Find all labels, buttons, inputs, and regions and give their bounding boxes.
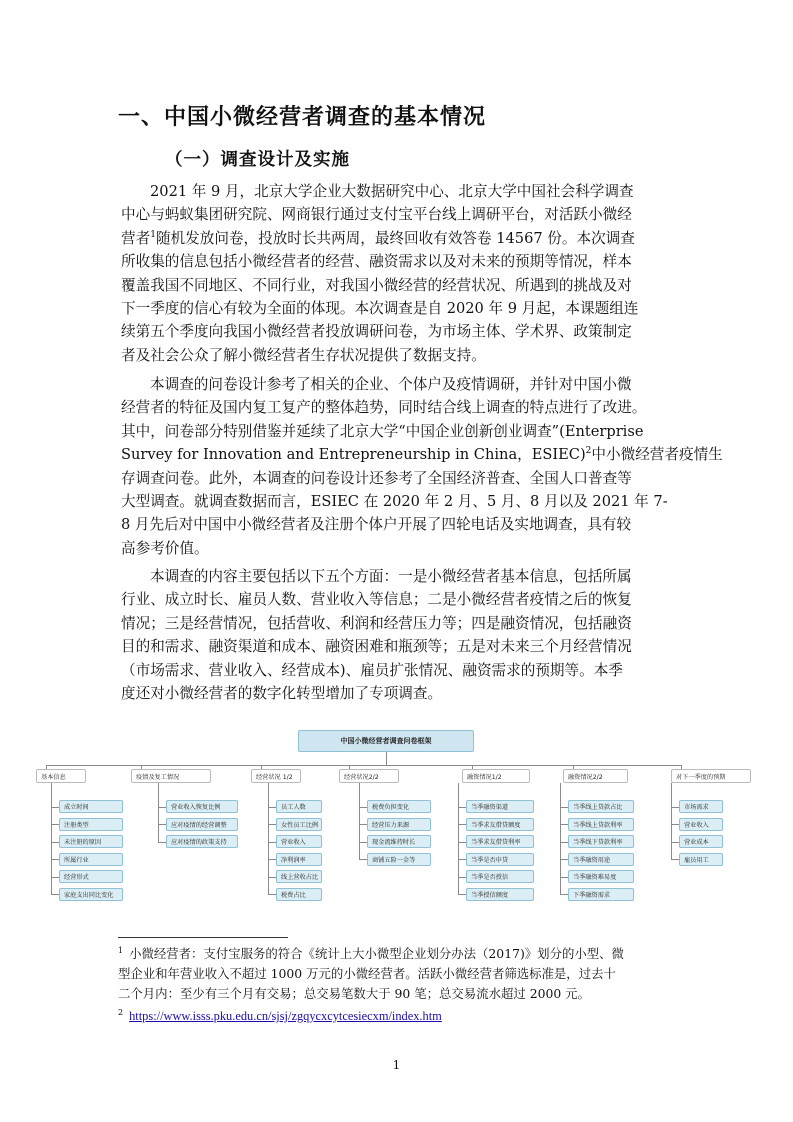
connector-line	[158, 807, 166, 808]
connector-line	[158, 824, 166, 825]
connector-line	[458, 859, 466, 860]
connector-line	[560, 859, 568, 860]
text-line: 情况；三是经营情况，包括营收、利润和经营压力等；四是融资情况，包括融资	[121, 614, 632, 632]
diagram-item-node: 当季线下贷款利率	[568, 835, 634, 848]
diagram-item-node: 税费负担变化	[367, 800, 431, 813]
diagram-item-node: 女性员工比例	[276, 818, 322, 831]
footnote-ref-2[interactable]: 2	[585, 446, 592, 457]
footnote-ref-1[interactable]: 1	[150, 229, 156, 240]
connector-line	[671, 807, 679, 808]
text-line: 者及社会公众了解小微经营者生存状况提供了数据支持。	[121, 346, 486, 364]
diagram-item-node: 当季线上贷款占比	[568, 800, 634, 813]
text-span: 小微经营者：支付宝服务的符合《统计上大小微型企业划分办法（2017)》划分的小型、微	[129, 946, 624, 961]
text-line: 续第五个季度向我国小微经营者投放调研问卷，为市场主体、学术界、政策制定	[121, 323, 632, 341]
text-line: 本调查的问卷设计参考了相关的企业、个体户及疫情调研，并针对中国小微	[150, 376, 632, 393]
diagram-item-node: 经营形式	[59, 870, 123, 883]
connector-line	[51, 842, 59, 843]
text-line: 度还对小微经营者的数字化转型增加了专项调查。	[121, 685, 443, 703]
connector-line	[51, 824, 59, 825]
text-line	[118, 1006, 678, 1026]
connector-line	[458, 807, 466, 808]
text-line: 8 月先后对中国中小微经营者及注册个体户开展了四轮电话及实地调查，具有较	[121, 516, 632, 534]
text-line: 覆盖我国不同地区、不同行业，对我国小微经营的经营状况、所遇到的挑战及对	[121, 276, 632, 294]
questionnaire-framework-diagram	[36, 725, 756, 899]
connector-line	[560, 807, 568, 808]
connector-line	[51, 894, 59, 895]
connector-line	[671, 859, 679, 860]
paragraph-questionnaire-design	[121, 373, 723, 560]
connector-line	[671, 824, 679, 825]
page-number: 1	[392, 1058, 401, 1072]
connector-line	[359, 842, 367, 843]
connector-line	[51, 807, 59, 808]
text-span: 随机发放问卷，投放时长共两周，最终回收有效答卷 14567 份。本次调查	[155, 229, 635, 247]
connector-line	[51, 859, 59, 860]
connector-line	[158, 783, 159, 842]
diagram-item-node: 当季授信额度	[466, 888, 534, 901]
connector-line	[560, 894, 568, 895]
connector-line	[268, 894, 276, 895]
diagram-root-node: 中国小微经营者调查问卷框架	[298, 730, 474, 752]
diagram-item-node: 雇员用工	[679, 853, 723, 866]
connector-line	[359, 807, 367, 808]
diagram-category-node: 经营状况2/2	[339, 769, 399, 783]
diagram-item-node: 注册类型	[59, 818, 123, 831]
connector-line	[268, 842, 276, 843]
connector-line	[359, 783, 360, 859]
connector-line	[458, 842, 466, 843]
diagram-item-node: 员工人数	[276, 800, 322, 813]
text-line	[121, 227, 674, 250]
diagram-item-node: 当季求友借贷额度	[466, 818, 534, 831]
diagram-item-node: 营业收入	[679, 818, 723, 831]
text-line: 行业、成立时长、雇员人数、营业收入等信息；二是小微经营者疫情之后的恢复	[121, 591, 632, 609]
footnote-2	[118, 1006, 678, 1026]
diagram-item-node: 营业成本	[679, 835, 723, 848]
diagram-item-node: 线上营收占比	[276, 870, 322, 883]
text-line: 所收集的信息包括小微经营者的经营、融资需求以及对未来的预期等情况，样本	[121, 253, 632, 271]
diagram-item-node: 经营压力来源	[367, 818, 431, 831]
diagram-item-node: 当季融资渠道	[466, 800, 534, 813]
diagram-item-node: 成立时间	[59, 800, 123, 813]
text-span: 营者	[121, 229, 151, 247]
diagram-item-node: 未注册的原因	[59, 835, 123, 848]
diagram-category-node: 融资情况2/2	[563, 769, 628, 783]
connector-line	[458, 877, 466, 878]
diagram-item-node: 应对疫情的政策支持	[166, 835, 238, 848]
text-line: 下一季度的信心有较为全面的体现。本次调查是自 2020 年 9 月起，本课题组连	[121, 300, 639, 318]
diagram-item-node: 当季融资用途	[568, 853, 634, 866]
connector-line	[671, 783, 672, 859]
text-line: 2021 年 9 月，北京大学企业大数据研究中心、北京大学中国社会科学调查	[150, 183, 634, 200]
footnote-divider	[118, 937, 288, 938]
text-line: 经营者的特征及国内复工复产的整体趋势，同时结合线上调查的特点进行了改进。	[121, 399, 647, 417]
text-span: Survey for Innovation and Entrepreneurship in China，ESIEC)	[121, 446, 586, 464]
connector-line	[560, 842, 568, 843]
paragraph-survey-overview	[121, 180, 674, 367]
diagram-item-node: 商铺五险一金等	[367, 853, 431, 866]
diagram-item-node: 应对疫情的经营调整	[166, 818, 238, 831]
diagram-category-node: 融资情况1/2	[462, 769, 530, 783]
footnote-link[interactable]: https://www.isss.pku.edu.cn/sjsj/zgqycxcytcesiecxm/index.htm	[129, 1009, 442, 1023]
connector-line	[268, 859, 276, 860]
diagram-item-node: 现金流维持时长	[367, 835, 431, 848]
text-span: 中小微经营者疫情生	[591, 446, 723, 464]
connector-line	[560, 877, 568, 878]
connector-line	[268, 877, 276, 878]
text-line: 大型调查。就调查数据而言，ESIEC 在 2020 年 2 月、5 月、8 月以及 2021 年 7-	[121, 493, 668, 511]
connector-line	[671, 842, 679, 843]
text-line: 二个月内：至少有三个月有交易；总交易笔数大于 90 笔；总交易流水超过 2000 元。	[118, 986, 590, 1001]
footnote-1	[118, 944, 678, 1004]
diagram-item-node: 当季线上贷款利率	[568, 818, 634, 831]
text-line: 本调查的内容主要包括以下五个方面：一是小微经营者基本信息，包括所属	[150, 568, 632, 585]
diagram-category-node: 疫情及复工情况	[131, 769, 211, 783]
connector-line	[268, 824, 276, 825]
footnote-mark: 2	[118, 1007, 124, 1017]
paragraph-survey-content	[121, 565, 674, 705]
diagram-item-node: 当季求友借贷利率	[466, 835, 534, 848]
text-line: 其中，问卷部分特别借鉴并延续了北京大学“中国企业创新创业调查”(Enterprise	[121, 422, 644, 440]
text-line: 中心与蚂蚁集团研究院、网商银行通过支付宝平台线上调研平台，对活跃小微经	[121, 206, 632, 224]
text-line: 高参考价值。	[121, 539, 209, 557]
text-line	[121, 443, 723, 466]
section-heading: 一、中国小微经营者调查的基本情况	[118, 104, 487, 130]
subsection-heading: （一）调查设计及实施	[165, 150, 350, 170]
diagram-item-node: 当季是否授信	[466, 870, 534, 883]
text-line: 型企业和年营业收入不超过 1000 万元的小微经营者。活跃小微经营者筛选标准是，过去十	[118, 966, 616, 981]
diagram-item-node: 税费占比	[276, 888, 322, 901]
connector-line	[51, 877, 59, 878]
connector-line	[458, 824, 466, 825]
footnote-mark: 1	[118, 945, 124, 955]
connector-line	[359, 859, 367, 860]
connector-line	[386, 752, 387, 765]
connector-line	[458, 894, 466, 895]
diagram-item-node: 家庭支出同比变化	[59, 888, 123, 901]
connector-line	[560, 824, 568, 825]
diagram-category-node: 经营状况 1/2	[251, 769, 301, 783]
text-line: 存调查问卷。此外，本调查的问卷设计还参考了全国经济普查、全国人口普查等	[121, 469, 632, 487]
connector-line	[158, 842, 166, 843]
text-line: 目的和需求、融资渠道和成本、融资困难和瓶颈等；五是对未来三个月经营情况	[121, 638, 632, 656]
diagram-category-node: 基本信息	[36, 769, 86, 783]
diagram-item-node: 当季是否申贷	[466, 853, 534, 866]
diagram-item-node: 下季融资需求	[568, 888, 634, 901]
diagram-item-node: 净利润率	[276, 853, 322, 866]
connector-line	[359, 824, 367, 825]
diagram-item-node: 当季融资难易度	[568, 870, 634, 883]
text-line	[118, 944, 678, 964]
diagram-item-node: 所属行业	[59, 853, 123, 866]
diagram-item-node: 市场需求	[679, 800, 723, 813]
diagram-item-node: 营业收入	[276, 835, 322, 848]
text-line: （市场需求、营业收入、经营成本)、雇员扩张情况、融资需求的预期等。本季	[121, 661, 623, 679]
diagram-item-node: 营业收入恢复比例	[166, 800, 238, 813]
connector-line	[268, 807, 276, 808]
diagram-category-node: 对下一季度的预期	[671, 769, 751, 783]
